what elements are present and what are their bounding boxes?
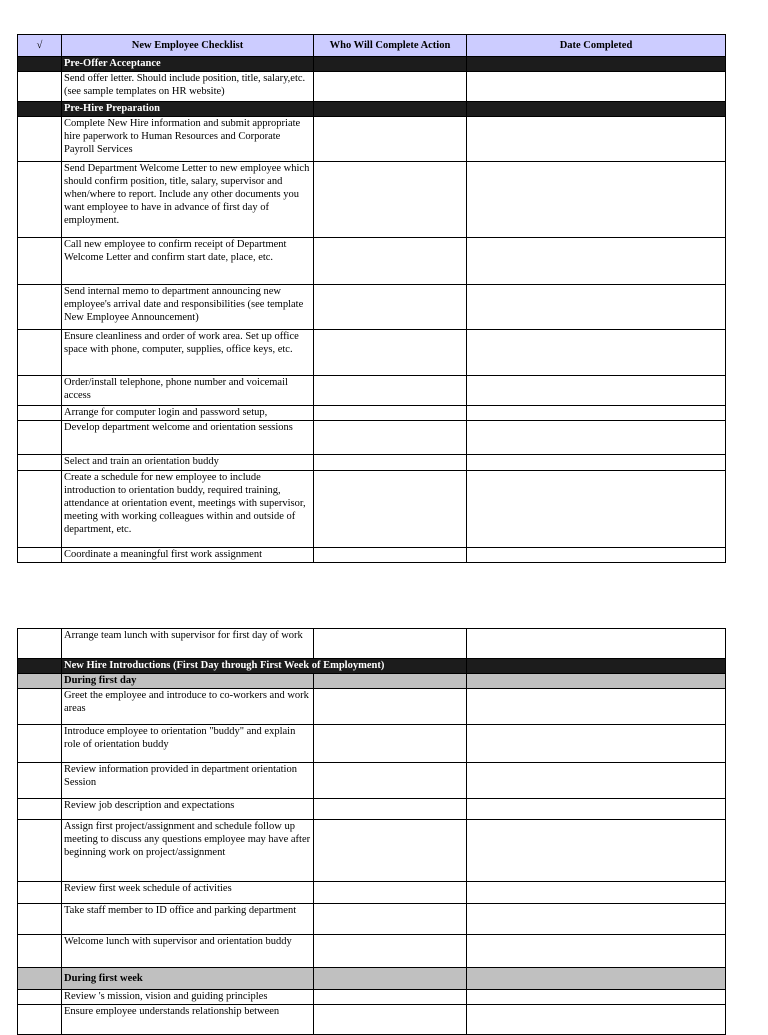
check-cell[interactable] <box>18 406 62 421</box>
task-row <box>18 725 726 763</box>
who-cell[interactable] <box>314 1005 467 1035</box>
task-text: Introduce employee to orientation "buddy" and explain role of orientation buddy <box>62 725 314 763</box>
check-cell[interactable] <box>18 72 62 102</box>
check-cell[interactable] <box>18 935 62 968</box>
check-cell[interactable] <box>18 904 62 935</box>
check-cell[interactable] <box>18 882 62 904</box>
task-text: Ensure employee understands relationship between <box>62 1005 314 1035</box>
task-text: Review first week schedule of activities <box>62 882 314 904</box>
task-text: Arrange team lunch with supervisor for first day of work <box>62 629 314 659</box>
section-row <box>18 57 726 72</box>
task-row <box>18 799 726 820</box>
date-cell[interactable] <box>467 117 726 162</box>
task-row <box>18 376 726 406</box>
who-cell[interactable] <box>314 72 467 102</box>
check-cell[interactable] <box>18 330 62 376</box>
task-row <box>18 421 726 455</box>
task-text: Review job description and expectations <box>62 799 314 820</box>
who-cell[interactable] <box>314 285 467 330</box>
section-title: Pre-Hire Preparation <box>62 102 314 117</box>
check-cell[interactable] <box>18 763 62 799</box>
section-row <box>18 102 726 117</box>
who-cell[interactable] <box>314 689 467 725</box>
who-cell[interactable] <box>314 471 467 548</box>
date-cell[interactable] <box>467 421 726 455</box>
date-cell[interactable] <box>467 904 726 935</box>
date-cell[interactable] <box>467 935 726 968</box>
subsection-title: During first day <box>62 674 314 689</box>
task-row <box>18 882 726 904</box>
section-title: Pre-Offer Acceptance <box>62 57 314 72</box>
date-cell[interactable] <box>467 689 726 725</box>
task-text: Create a schedule for new employee to include introduction to orientation buddy, required training, attendance at orientation event, meetings with supervisor, meeting with working colleagues within and outside of department, etc. <box>62 471 314 548</box>
check-cell[interactable] <box>18 162 62 238</box>
date-cell[interactable] <box>467 455 726 471</box>
who-cell[interactable] <box>314 935 467 968</box>
who-cell[interactable] <box>314 548 467 563</box>
task-text: Send offer letter. Should include position, title, salary,etc. (see sample templates on HR website) <box>62 72 314 102</box>
task-row <box>18 904 726 935</box>
check-cell[interactable] <box>18 117 62 162</box>
date-cell[interactable] <box>467 820 726 882</box>
who-cell[interactable] <box>314 629 467 659</box>
task-row <box>18 406 726 421</box>
subsection-title: During first week <box>62 968 314 990</box>
task-row <box>18 629 726 659</box>
date-cell[interactable] <box>467 629 726 659</box>
task-text: Take staff member to ID office and parking department <box>62 904 314 935</box>
task-text: Review information provided in department orientation Session <box>62 763 314 799</box>
check-cell[interactable] <box>18 820 62 882</box>
task-row <box>18 330 726 376</box>
task-row <box>18 763 726 799</box>
check-cell[interactable] <box>18 990 62 1005</box>
task-text: Welcome lunch with supervisor and orientation buddy <box>62 935 314 968</box>
date-cell[interactable] <box>467 376 726 406</box>
who-cell[interactable] <box>314 162 467 238</box>
task-text: Greet the employee and introduce to co-workers and work areas <box>62 689 314 725</box>
subsection-row <box>18 674 726 689</box>
who-cell[interactable] <box>314 725 467 763</box>
date-cell[interactable] <box>467 763 726 799</box>
task-row <box>18 548 726 563</box>
check-column-header: √ <box>18 35 62 57</box>
check-cell[interactable] <box>18 689 62 725</box>
who-cell[interactable] <box>314 376 467 406</box>
task-row <box>18 990 726 1005</box>
who-cell[interactable] <box>314 455 467 471</box>
date-cell[interactable] <box>467 162 726 238</box>
date-cell[interactable] <box>467 471 726 548</box>
who-cell[interactable] <box>314 904 467 935</box>
who-column-header: Who Will Complete Action <box>314 35 467 57</box>
task-column-header: New Employee Checklist <box>62 35 314 57</box>
date-cell[interactable] <box>467 72 726 102</box>
task-text: Order/install telephone, phone number and voicemail access <box>62 376 314 406</box>
check-cell[interactable] <box>18 799 62 820</box>
task-row <box>18 455 726 471</box>
task-text: Complete New Hire information and submit appropriate hire paperwork to Human Resources and Corporate Payroll Services <box>62 117 314 162</box>
who-cell[interactable] <box>314 763 467 799</box>
check-cell[interactable] <box>18 548 62 563</box>
check-cell[interactable] <box>18 238 62 285</box>
section-row <box>18 659 726 674</box>
task-text: Develop department welcome and orientation sessions <box>62 421 314 455</box>
check-cell[interactable] <box>18 471 62 548</box>
task-row <box>18 72 726 102</box>
date-cell[interactable] <box>467 406 726 421</box>
checklist-table-page-1 <box>17 34 726 563</box>
task-row <box>18 238 726 285</box>
who-cell[interactable] <box>314 882 467 904</box>
who-cell[interactable] <box>314 406 467 421</box>
date-cell[interactable] <box>467 548 726 563</box>
date-cell[interactable] <box>467 285 726 330</box>
section-title: New Hire Introductions (First Day through First Week of Employment) <box>62 659 467 674</box>
task-text: Select and train an orientation buddy <box>62 455 314 471</box>
check-cell[interactable] <box>18 376 62 406</box>
check-cell[interactable] <box>18 1005 62 1035</box>
task-row <box>18 471 726 548</box>
who-cell[interactable] <box>314 238 467 285</box>
check-cell[interactable] <box>18 629 62 659</box>
date-cell[interactable] <box>467 990 726 1005</box>
task-text: Review 's mission, vision and guiding principles <box>62 990 314 1005</box>
date-cell[interactable] <box>467 1005 726 1035</box>
task-text: Arrange for computer login and password setup, <box>62 406 314 421</box>
who-cell[interactable] <box>314 990 467 1005</box>
task-row <box>18 820 726 882</box>
header-row <box>18 35 726 57</box>
check-cell[interactable] <box>18 725 62 763</box>
date-cell[interactable] <box>467 238 726 285</box>
date-cell[interactable] <box>467 330 726 376</box>
who-cell[interactable] <box>314 799 467 820</box>
task-text: Send internal memo to department announcing new employee's arrival date and responsibilities (see template New Employee Announcement) <box>62 285 314 330</box>
task-row <box>18 1005 726 1035</box>
who-cell[interactable] <box>314 421 467 455</box>
task-row <box>18 935 726 968</box>
date-cell[interactable] <box>467 882 726 904</box>
date-cell[interactable] <box>467 799 726 820</box>
task-row <box>18 285 726 330</box>
task-text: Assign first project/assignment and schedule follow up meeting to discuss any questions employee may have after beginning work on project/assignment <box>62 820 314 882</box>
checklist-table-page-2 <box>17 628 726 1035</box>
check-cell[interactable] <box>18 285 62 330</box>
task-row <box>18 162 726 238</box>
date-cell[interactable] <box>467 725 726 763</box>
check-cell[interactable] <box>18 455 62 471</box>
task-text: Call new employee to confirm receipt of Department Welcome Letter and confirm start date, place, etc. <box>62 238 314 285</box>
task-row <box>18 689 726 725</box>
subsection-row <box>18 968 726 990</box>
task-text: Coordinate a meaningful first work assignment <box>62 548 314 563</box>
task-text: Ensure cleanliness and order of work area. Set up office space with phone, computer, supplies, office keys, etc. <box>62 330 314 376</box>
task-row <box>18 117 726 162</box>
who-cell[interactable] <box>314 117 467 162</box>
task-text: Send Department Welcome Letter to new employee which should confirm position, title, salary, supervisor and when/where to report. Include any other documents you want employee to have in advance of first day of employment. <box>62 162 314 238</box>
who-cell[interactable] <box>314 330 467 376</box>
check-cell[interactable] <box>18 421 62 455</box>
date-column-header: Date Completed <box>467 35 726 57</box>
who-cell[interactable] <box>314 820 467 882</box>
